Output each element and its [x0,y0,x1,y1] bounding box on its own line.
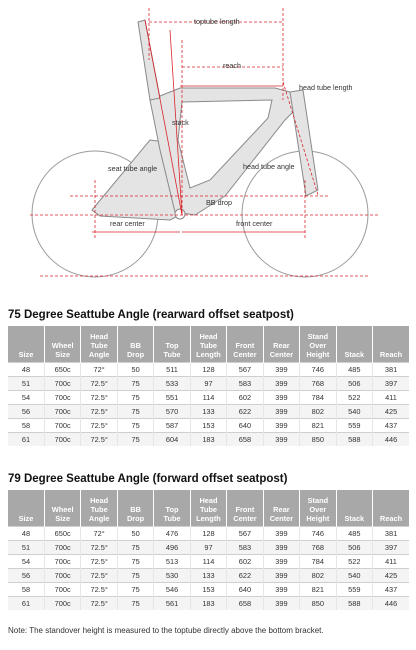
table-cell: 506 [336,541,372,555]
table-cell: 72.5° [81,391,117,405]
table-row [8,363,409,377]
column-header: Size [8,490,44,527]
table-cell: 72.5° [81,569,117,583]
table-cell: 75 [117,391,153,405]
head-tube-angle-label: head tube angle [243,162,295,171]
geometry-table-79 [8,490,409,610]
rear-center-label: rear center [110,219,145,228]
table1-title: 75 Degree Seattube Angle (rearward offset seatpost) [8,309,294,321]
column-header: Head Tube Angle [81,490,117,527]
table-cell: 48 [8,363,44,377]
table-cell: 700c [44,391,80,405]
table-body [8,527,409,611]
table-cell: 768 [300,541,336,555]
table-cell: 75 [117,541,153,555]
table-cell: 54 [8,391,44,405]
table-cell: 700c [44,583,80,597]
table-cell: 559 [336,583,372,597]
table-cell: 399 [263,555,299,569]
table-cell: 153 [190,583,226,597]
table-row [8,527,409,541]
table-cell: 399 [263,405,299,419]
head-tube-length-label: head tube length [299,83,353,92]
table-cell: 746 [300,363,336,377]
table-cell: 802 [300,405,336,419]
table-cell: 583 [227,377,263,391]
table-header-row [8,490,409,527]
table-cell: 496 [154,541,190,555]
column-header: Size [8,326,44,363]
bike-frame [92,20,318,220]
table-row [8,569,409,583]
table-cell: 56 [8,569,44,583]
table-cell: 802 [300,569,336,583]
table-cell: 446 [373,433,409,447]
column-header: Reach [373,326,409,363]
table-cell: 700c [44,405,80,419]
table-cell: 583 [227,541,263,555]
column-header: Rear Center [263,490,299,527]
table-cell: 399 [263,583,299,597]
table-cell: 128 [190,363,226,377]
front-center-label: front center [236,219,273,228]
table-cell: 72° [81,527,117,541]
table-cell: 650c [44,527,80,541]
table-cell: 567 [227,527,263,541]
table-row [8,541,409,555]
table-cell: 381 [373,363,409,377]
table-cell: 75 [117,433,153,447]
table-cell: 72.5° [81,555,117,569]
table-cell: 522 [336,391,372,405]
column-header: Rear Center [263,326,299,363]
table-cell: 397 [373,541,409,555]
table-cell: 700c [44,569,80,583]
table-cell: 133 [190,569,226,583]
table-cell: 540 [336,569,372,583]
column-header: Top Tube [154,490,190,527]
table-cell: 522 [336,555,372,569]
table-cell: 746 [300,527,336,541]
table-cell: 75 [117,583,153,597]
table-cell: 513 [154,555,190,569]
column-header: Stack [336,326,372,363]
table-cell: 97 [190,541,226,555]
table-cell: 511 [154,363,190,377]
table-cell: 75 [117,597,153,611]
table-cell: 397 [373,377,409,391]
table-cell: 650c [44,363,80,377]
table-cell: 75 [117,377,153,391]
column-header: Stack [336,490,372,527]
column-header: BB Drop [117,326,153,363]
bike-geometry-diagram [0,0,416,300]
table-cell: 61 [8,597,44,611]
table-cell: 658 [227,597,263,611]
table-cell: 399 [263,569,299,583]
table-cell: 821 [300,583,336,597]
table-cell: 850 [300,433,336,447]
table-cell: 476 [154,527,190,541]
table-cell: 425 [373,405,409,419]
reach-label: reach [223,61,241,70]
table-cell: 128 [190,527,226,541]
table-cell: 399 [263,419,299,433]
table-cell: 784 [300,391,336,405]
table-cell: 551 [154,391,190,405]
table-cell: 183 [190,433,226,447]
column-header: Wheel Size [44,490,80,527]
table-cell: 425 [373,569,409,583]
geometry-table-75 [8,326,409,446]
table-cell: 72.5° [81,419,117,433]
table-row [8,433,409,447]
table-cell: 51 [8,541,44,555]
table-cell: 399 [263,377,299,391]
table-row [8,597,409,611]
table-cell: 75 [117,569,153,583]
table-cell: 411 [373,555,409,569]
column-header: Front Center [227,326,263,363]
table-cell: 411 [373,391,409,405]
table-cell: 700c [44,433,80,447]
table-cell: 700c [44,419,80,433]
table-cell: 399 [263,363,299,377]
table-cell: 153 [190,419,226,433]
table-header-row [8,326,409,363]
table-cell: 72.5° [81,541,117,555]
table-cell: 72.5° [81,405,117,419]
table-cell: 50 [117,363,153,377]
table-cell: 437 [373,583,409,597]
table-cell: 533 [154,377,190,391]
table-cell: 72.5° [81,583,117,597]
table-cell: 700c [44,555,80,569]
table-cell: 640 [227,419,263,433]
column-header: BB Drop [117,490,153,527]
table-cell: 399 [263,433,299,447]
column-header: Head Tube Angle [81,326,117,363]
table-cell: 700c [44,541,80,555]
table-cell: 784 [300,555,336,569]
table-cell: 75 [117,555,153,569]
table-cell: 700c [44,597,80,611]
table-cell: 58 [8,419,44,433]
table-cell: 72.5° [81,597,117,611]
table-cell: 622 [227,569,263,583]
column-header: Stand Over Height [300,490,336,527]
table-cell: 75 [117,419,153,433]
table-cell: 399 [263,527,299,541]
column-header: Head Tube Length [190,490,226,527]
column-header: Front Center [227,490,263,527]
table-cell: 588 [336,433,372,447]
table-row [8,419,409,433]
bb-drop-label: BB drop [206,198,232,207]
table-cell: 602 [227,555,263,569]
column-header: Wheel Size [44,326,80,363]
table-cell: 50 [117,527,153,541]
column-header: Head Tube Length [190,326,226,363]
table-cell: 61 [8,433,44,447]
toptube-length-label: toptube length [194,17,240,26]
table-cell: 381 [373,527,409,541]
table-cell: 114 [190,555,226,569]
table-cell: 97 [190,377,226,391]
table-cell: 399 [263,541,299,555]
table-cell: 850 [300,597,336,611]
stack-label: stack [172,118,189,127]
table-cell: 72.5° [81,433,117,447]
table-cell: 51 [8,377,44,391]
table-cell: 561 [154,597,190,611]
table-cell: 658 [227,433,263,447]
column-header: Reach [373,490,409,527]
table-cell: 75 [117,405,153,419]
table-cell: 768 [300,377,336,391]
standover-note: Note: The standover height is measured to the toptube directly above the bottom bracket. [8,626,324,635]
table-cell: 604 [154,433,190,447]
table-cell: 640 [227,583,263,597]
table-cell: 56 [8,405,44,419]
table-body [8,363,409,447]
table-cell: 587 [154,419,190,433]
table-cell: 183 [190,597,226,611]
table-cell: 546 [154,583,190,597]
table-row [8,405,409,419]
table-cell: 622 [227,405,263,419]
table-cell: 54 [8,555,44,569]
table-cell: 540 [336,405,372,419]
column-header: Top Tube [154,326,190,363]
table-cell: 700c [44,377,80,391]
table-cell: 602 [227,391,263,405]
column-header: Stand Over Height [300,326,336,363]
table2-title: 79 Degree Seattube Angle (forward offset seatpost) [8,473,288,485]
table-cell: 399 [263,597,299,611]
table-cell: 72.5° [81,377,117,391]
table-row [8,555,409,569]
table-cell: 72° [81,363,117,377]
table-cell: 399 [263,391,299,405]
table-cell: 570 [154,405,190,419]
table-cell: 114 [190,391,226,405]
table-cell: 48 [8,527,44,541]
table-cell: 58 [8,583,44,597]
table-cell: 506 [336,377,372,391]
table-cell: 133 [190,405,226,419]
table-cell: 485 [336,527,372,541]
table-row [8,377,409,391]
seat-tube-angle-label: seat tube angle [108,164,158,173]
table-cell: 588 [336,597,372,611]
table-cell: 567 [227,363,263,377]
table-row [8,583,409,597]
table-cell: 821 [300,419,336,433]
bottom-bracket [175,209,185,219]
table-cell: 437 [373,419,409,433]
table-row [8,391,409,405]
table-cell: 530 [154,569,190,583]
table-cell: 446 [373,597,409,611]
table-cell: 485 [336,363,372,377]
table-cell: 559 [336,419,372,433]
